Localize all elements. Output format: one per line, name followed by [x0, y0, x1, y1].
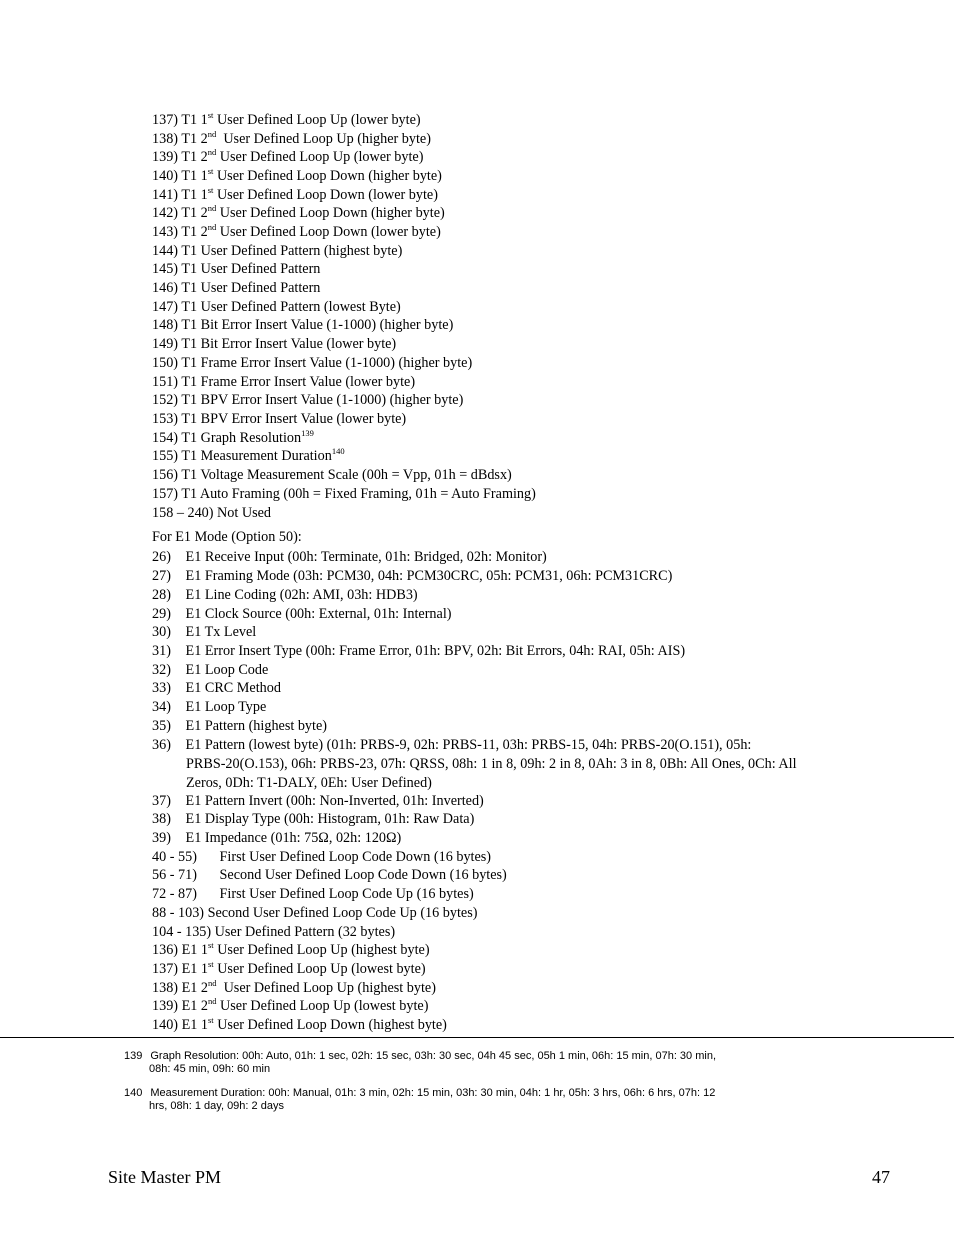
superscript: nd [207, 203, 217, 213]
line-number: 26) [152, 549, 171, 565]
line-text: T1 BPV Error Insert Value (1-1000) (higher byte) [181, 392, 464, 408]
document-line [186, 775, 432, 792]
superscript: st [207, 166, 214, 176]
line-text-rest: User Defined Loop Up (lowest byte) [216, 998, 429, 1014]
document-line [152, 568, 672, 585]
line-text: Zeros, 0Dh: T1-DALY, 0Eh: User Defined) [186, 775, 432, 791]
line-text: T1 User Defined Pattern (highest byte) [181, 243, 403, 259]
line-number: 145) [152, 261, 179, 277]
line-text-rest: User Defined Loop Down (higher byte) [213, 168, 442, 184]
line-text-rest: User Defined Loop Up (lowest byte) [213, 961, 426, 977]
line-number: 141) [152, 187, 179, 203]
document-line [152, 486, 536, 503]
line-text: T1 Frame Error Insert Value (lower byte) [181, 374, 416, 390]
line-number: 139) [152, 149, 179, 165]
document-line [152, 662, 268, 679]
line-text-rest: User Defined Loop Down (highest byte) [213, 1017, 447, 1033]
line-text: T1 2 [181, 224, 208, 240]
page-number: 47 [872, 1167, 890, 1187]
line-number: 40 - 55) [152, 849, 197, 865]
line-text: T1 Bit Error Insert Value (lower byte) [181, 336, 397, 352]
superscript: st [207, 110, 214, 120]
line-number: 152) [152, 392, 179, 408]
superscript: nd [207, 222, 217, 232]
document-line [152, 961, 426, 978]
line-text: PRBS-20(O.153), 06h: PRBS-23, 07h: QRSS, 08h: 1 in 8, 09h: 2 in 8, 0Ah: 3 in 8, 0Bh: All Ones, 0Ch: All [186, 756, 797, 772]
line-text-rest: User Defined Loop Up (highest byte) [216, 980, 436, 996]
line-number: 72 - 87) [152, 886, 197, 902]
footnote-140 [124, 1087, 824, 1112]
line-text: T1 2 [181, 149, 208, 165]
document-line [152, 793, 484, 810]
footnote-number: 139 [124, 1050, 143, 1062]
line-text: 240) Not Used [187, 505, 272, 521]
document-line [152, 624, 256, 641]
line-text: E1 1 [181, 961, 208, 977]
footnote-number: 140 [124, 1087, 143, 1099]
line-number: 147) [152, 299, 179, 315]
line-number: 34) [152, 699, 171, 715]
line-number: 138) [152, 980, 179, 996]
document-line [152, 261, 320, 278]
superscript: 140 [331, 446, 345, 456]
line-number: 88 - 103) [152, 905, 205, 921]
line-number: 33) [152, 680, 171, 696]
document-line [152, 980, 436, 997]
line-text: E1 2 [181, 998, 208, 1014]
line-number: 153) [152, 411, 179, 427]
document-line [152, 224, 441, 241]
line-text: T1 Graph Resolution [181, 430, 302, 446]
superscript: nd [207, 996, 217, 1006]
document-line [152, 205, 445, 222]
superscript: st [207, 940, 214, 950]
line-number: 38) [152, 811, 171, 827]
document-line [152, 374, 415, 391]
line-number: 155) [152, 448, 179, 464]
line-number: 151) [152, 374, 179, 390]
line-text: E1 Loop Type [185, 699, 267, 715]
superscript: nd [207, 147, 217, 157]
line-text: First User Defined Loop Code Up (16 bytes) [219, 886, 474, 902]
line-number: 156) [152, 467, 179, 483]
document-line [152, 131, 431, 148]
line-text: T1 Auto Framing (00h = Fixed Framing, 01h = Auto Framing) [181, 486, 536, 502]
line-text: E1 Loop Code [185, 662, 269, 678]
document-line [152, 529, 302, 546]
line-number: 158 – [152, 505, 184, 521]
document-line [152, 299, 401, 316]
line-text: T1 Frame Error Insert Value (1-1000) (higher byte) [181, 355, 473, 371]
footnote-text: Graph Resolution: 00h: Auto, 01h: 1 sec, 02h: 15 sec, 03h: 30 sec, 04h 45 sec, 05h 1 min, 06h: 15 min, 07h: 30 min, [150, 1050, 716, 1062]
line-number: 31) [152, 643, 171, 659]
document-line [152, 336, 396, 353]
document-line [152, 112, 421, 129]
line-text: For E1 Mode (Option 50): [152, 529, 302, 545]
document-line [152, 680, 281, 697]
line-number: 136) [152, 942, 179, 958]
line-text: E1 Error Insert Type (00h: Frame Error, 01h: BPV, 02h: Bit Errors, 04h: RAI, 05h: AIS) [185, 643, 686, 659]
line-number: 157) [152, 486, 179, 502]
line-text-rest: User Defined Loop Down (lower byte) [213, 187, 438, 203]
line-text-rest: User Defined Loop Up (lower byte) [216, 149, 424, 165]
line-text: T1 User Defined Pattern (lowest Byte) [181, 299, 401, 315]
superscript: nd [207, 129, 217, 139]
line-text: User Defined Pattern (32 bytes) [214, 924, 396, 940]
footnote-text: Measurement Duration: 00h: Manual, 01h: 3 min, 02h: 15 min, 03h: 30 min, 04h: 1 hr, 05h: 3 hrs, 06h: 6 hrs, 07h: 12 [150, 1087, 716, 1099]
document-line [152, 187, 438, 204]
line-text: T1 Measurement Duration [181, 448, 332, 464]
document-line [152, 392, 463, 409]
line-text: E1 Display Type (00h: Histogram, 01h: Raw Data) [185, 811, 475, 827]
document-line [152, 849, 491, 866]
line-number: 150) [152, 355, 179, 371]
line-number: 30) [152, 624, 171, 640]
line-text: E1 Pattern (highest byte) [185, 718, 327, 734]
line-text: E1 1 [181, 942, 208, 958]
line-text: T1 2 [181, 205, 208, 221]
line-text: First User Defined Loop Code Down (16 bytes) [219, 849, 492, 865]
line-number: 140) [152, 168, 179, 184]
line-text: E1 Line Coding (02h: AMI, 03h: HDB3) [185, 587, 418, 603]
line-text-rest: User Defined Loop Down (higher byte) [216, 205, 445, 221]
line-text: T1 User Defined Pattern [181, 261, 321, 277]
document-line [152, 942, 430, 959]
document-line [152, 448, 345, 465]
line-text: E1 Framing Mode (03h: PCM30, 04h: PCM30CRC, 05h: PCM31, 06h: PCM31CRC) [185, 568, 673, 584]
line-number: 29) [152, 606, 171, 622]
document-line [152, 737, 751, 754]
document-line [152, 606, 452, 623]
line-text: E1 Receive Input (00h: Terminate, 01h: Bridged, 02h: Monitor) [185, 549, 547, 565]
line-text: E1 2 [181, 980, 208, 996]
document-line [152, 830, 401, 847]
line-number: 35) [152, 718, 171, 734]
line-text: T1 1 [181, 168, 208, 184]
document-line [152, 718, 327, 735]
footnote-139 [124, 1050, 824, 1075]
document-line [152, 317, 453, 334]
line-text-rest: User Defined Loop Up (higher byte) [216, 131, 431, 147]
line-number: 144) [152, 243, 179, 259]
line-text: T1 2 [181, 131, 208, 147]
line-number: 148) [152, 317, 179, 333]
document-line [152, 549, 547, 566]
document-line [152, 998, 428, 1015]
line-text: Second User Defined Loop Code Up (16 bytes) [207, 905, 478, 921]
line-text-rest: User Defined Loop Up (highest byte) [213, 942, 430, 958]
line-text: T1 1 [181, 112, 208, 128]
document-line [152, 168, 442, 185]
document-line [152, 867, 507, 884]
line-number: 32) [152, 662, 171, 678]
document-line [152, 411, 406, 428]
footnote-text-continued: hrs, 08h: 1 day, 09h: 2 days [149, 1099, 284, 1112]
footer-title: Site Master PM [108, 1167, 222, 1187]
document-line [152, 467, 512, 484]
superscript: 139 [301, 428, 314, 438]
document-line [152, 505, 271, 522]
line-number: 149) [152, 336, 179, 352]
line-number: 104 - 135) [152, 924, 212, 940]
line-text: E1 Tx Level [185, 624, 257, 640]
document-line [152, 924, 395, 941]
line-number: 28) [152, 587, 171, 603]
line-text: T1 Bit Error Insert Value (1-1000) (higher byte) [181, 317, 454, 333]
line-text: E1 Pattern Invert (00h: Non-Inverted, 01h: Inverted) [185, 793, 484, 809]
document-line [152, 587, 418, 604]
line-number: 140) [152, 1017, 179, 1033]
line-number: 146) [152, 280, 179, 296]
document-line [152, 280, 320, 297]
line-number: 39) [152, 830, 171, 846]
line-number: 137) [152, 112, 179, 128]
document-line [152, 811, 474, 828]
superscript: st [207, 1015, 214, 1025]
footnote-separator [0, 1037, 954, 1038]
document-line [152, 149, 423, 166]
line-text: T1 1 [181, 187, 208, 203]
footnote-text-continued: 08h: 45 min, 09h: 60 min [149, 1062, 271, 1075]
line-text: E1 Pattern (lowest byte) (01h: PRBS-9, 02h: PRBS-11, 03h: PRBS-15, 04h: PRBS-20(O.151), 05h: [185, 737, 752, 753]
document-line [152, 699, 266, 716]
document-line [152, 905, 477, 922]
line-number: 56 - 71) [152, 867, 197, 883]
line-number: 137) [152, 961, 179, 977]
line-text: E1 Clock Source (00h: External, 01h: Internal) [185, 606, 452, 622]
document-line [152, 886, 474, 903]
line-text-rest: User Defined Loop Up (lower byte) [213, 112, 421, 128]
document-line [152, 243, 402, 260]
line-number: 139) [152, 998, 179, 1014]
document-line [152, 355, 472, 372]
document-line [152, 643, 685, 660]
line-text: E1 1 [181, 1017, 208, 1033]
superscript: st [207, 959, 214, 969]
line-number: 37) [152, 793, 171, 809]
document-line [152, 1017, 447, 1034]
superscript: st [207, 185, 214, 195]
line-number: 154) [152, 430, 179, 446]
line-text: T1 BPV Error Insert Value (lower byte) [181, 411, 407, 427]
line-text: T1 User Defined Pattern [181, 280, 321, 296]
line-text-rest: User Defined Loop Down (lower byte) [216, 224, 441, 240]
superscript: nd [207, 978, 217, 988]
line-text: E1 CRC Method [185, 680, 281, 696]
line-text: T1 Voltage Measurement Scale (00h = Vpp, 01h = dBdsx) [181, 467, 512, 483]
line-number: 27) [152, 568, 171, 584]
line-number: 142) [152, 205, 179, 221]
line-number: 143) [152, 224, 179, 240]
document-line [186, 756, 797, 773]
line-text: Second User Defined Loop Code Down (16 bytes) [219, 867, 507, 883]
document-line [152, 430, 314, 447]
line-number: 36) [152, 737, 171, 753]
line-text: E1 Impedance (01h: 75Ω, 02h: 120Ω) [185, 830, 402, 846]
line-number: 138) [152, 131, 179, 147]
